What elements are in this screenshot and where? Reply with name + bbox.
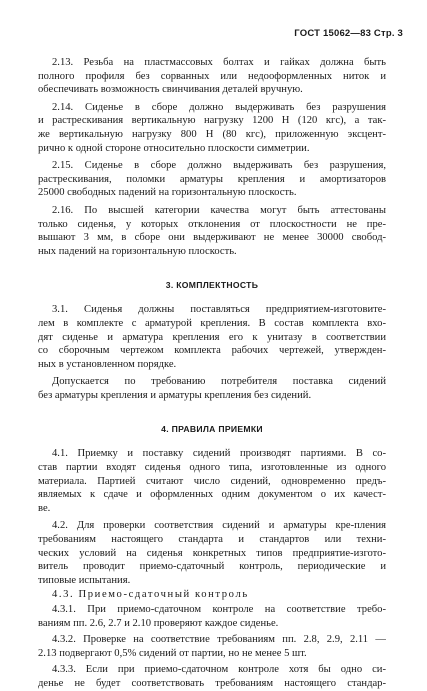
clause-2-14 [38, 101, 386, 155]
text-line: став партии входят сиденья одного типа, изготовленные из одного [38, 462, 386, 474]
text-line: обеспечивать возможность свинчивания деталей вручную. [38, 84, 303, 96]
clause-4-3 [38, 588, 386, 602]
text-line: же вертикальную нагрузку 800 Н (80 кгс), приложенную эксцент- [38, 128, 386, 140]
text-line: 2.13 подвергают 0,5% сидений от партии, но не менее 5 шт. [38, 647, 307, 659]
text-line: ческих условий на сиденья конкретных типов предприятие-изгото- [38, 547, 386, 559]
text-line: ваниям пп. 2.6, 2.7 и 2.10 проверяют каждое сиденье. [38, 617, 279, 629]
text-line: 2.14. Сиденье в сборе должно выдерживать без разрушения [52, 101, 386, 113]
clause-4-3-3 [38, 663, 386, 690]
clause-4-3-1 [38, 603, 386, 630]
clause-2-15 [38, 159, 386, 200]
text-line: материала. Партией считают число сидений, одновременно предъ- [38, 475, 386, 487]
text-line: только сиденья, у которых отклонения от плоскостности не пре- [38, 218, 386, 230]
text-line: денье не будет соответствовать требованиям настоящего стандар- [38, 677, 386, 689]
clause-4-2 [38, 519, 386, 587]
text-line: вышают 3 мм, в сборе они выдерживают не менее 30000 свобод- [38, 232, 386, 244]
text-line: Допускается по требованию потребителя поставка сидений [52, 376, 386, 388]
section-heading-4: 4. ПРАВИЛА ПРИЕМКИ [161, 424, 263, 435]
clause-3-note [38, 375, 386, 402]
text-line: растрескивания, поломки арматуры крепления и амортизаторов [38, 173, 386, 185]
text-line: 4.2. Для проверки соответствия сидений и арматуры кре-пления [52, 520, 386, 532]
clause-4-3-2 [38, 633, 386, 660]
text-line: 2.13. Резьба на пластмассовых болтах и гайках должна быть [52, 57, 386, 68]
clause-3-1 [38, 303, 386, 371]
text-line: 25000 свободных падений на горизонтальную плоскость. [38, 187, 297, 199]
text-line: требованиям настоящего стандарта и стандартов или техни- [38, 534, 386, 546]
clause-4-1 [38, 447, 386, 515]
text-line: 4.3.2. Проверке на соответствие требованиям пп. 2.8, 2.9, 2.11 — [52, 634, 386, 646]
text-line: 2.16. По высшей категории качества могут быть аттестованы [52, 204, 386, 216]
text-line: и растрескивания вертикальную нагрузку 1200 Н (120 кгс), а так- [38, 115, 386, 127]
text-line: ных падений на горизонтальную плоскость. [38, 245, 237, 257]
clause-2-13 [38, 56, 386, 97]
clause-2-16 [38, 204, 386, 258]
text-line: ве. [38, 502, 51, 514]
document-body [38, 56, 386, 691]
text-line: 4.3. Приемо-сдаточный контроль [52, 589, 249, 601]
text-line: ных в установленном порядке. [38, 358, 177, 370]
text-line: витель проводит приемо-сдаточный контроль, периодические и [38, 561, 386, 573]
text-line: 4.3.1. При приемо-сдаточном контроле на соответствие требо- [52, 604, 386, 615]
section-heading-3: 3. КОМПЛЕКТНОСТЬ [165, 280, 259, 291]
text-line: 2.15. Сиденье в сборе должно выдерживать без разрушения, [52, 160, 386, 172]
text-line: дят сиденье и арматура крепления его к унитазу в соответствии [38, 331, 386, 343]
text-line: 4.3.3. Если при приемо-сдаточном контроле хотя бы одно си- [52, 664, 386, 676]
text-line: типовые испытания. [38, 574, 131, 586]
text-line: рично к одной стороне относительно плоскости симметрии. [38, 142, 310, 154]
text-line: без арматуры крепления и арматуры крепления без сидений. [38, 389, 312, 401]
text-line: 3.1. Сиденья должны поставляться предприятием-изготовите- [52, 304, 386, 316]
text-line: являемых к сдаче и оформленных одним документом о их качест- [38, 489, 386, 501]
page-header: ГОСТ 15062—83 Стр. 3 [294, 28, 403, 39]
text-line: со сборочным чертежом комплекта рабочих чертежей, утвержден- [38, 345, 386, 357]
text-line: полного профиля без сорванных или недооформленных ниток и [38, 70, 386, 82]
text-line: 4.1. Приемку и поставку сидений производят партиями. В со- [52, 448, 386, 460]
text-line: лем в комплекте с арматурой крепления. В состав комплекта вхо- [38, 317, 386, 329]
